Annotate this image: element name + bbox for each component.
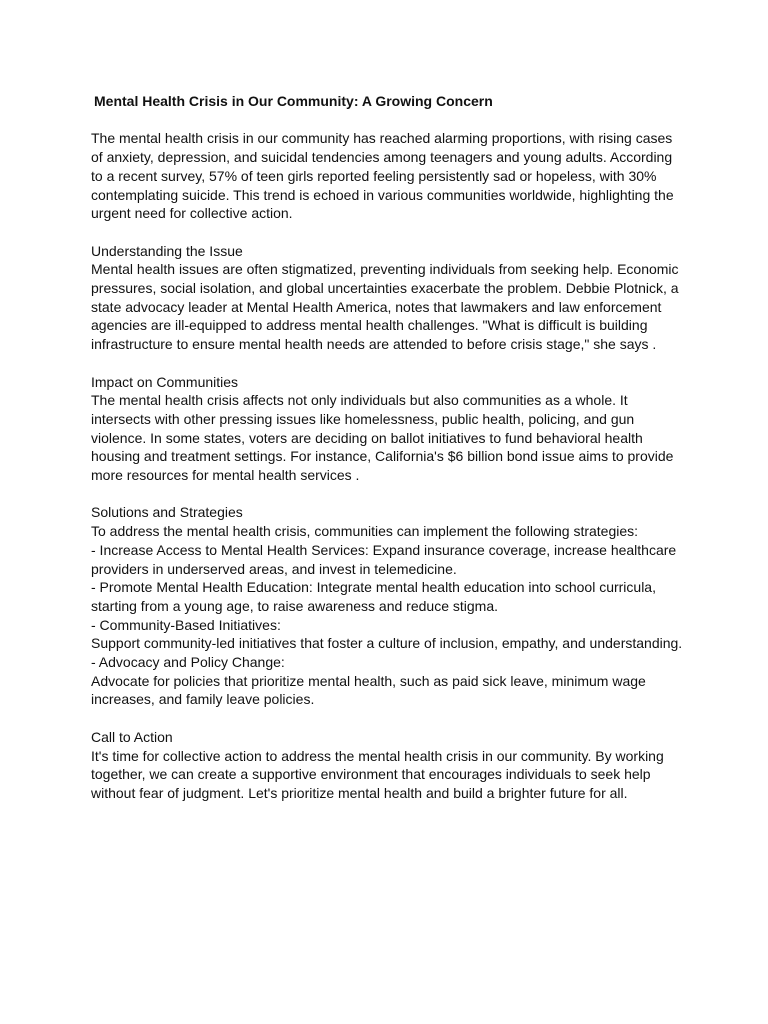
intro-line: The mental health crisis in our community has reached alarming proportions, with rising cases [91, 130, 673, 147]
section-line: Mental health issues are often stigmatized, preventing individuals from seeking help. Economic [91, 261, 679, 278]
section-heading: Impact on Communities [91, 373, 239, 390]
section-line: - Increase Access to Mental Health Services: Expand insurance coverage, increase healthcare [91, 541, 677, 558]
section-line: infrastructure to ensure mental health needs are attended to before crisis stage," she says . [91, 336, 657, 353]
section-line: increases, and family leave policies. [91, 691, 315, 708]
section-heading: Understanding the Issue [91, 242, 243, 259]
intro-line: contemplating suicide. This trend is echoed in various communities worldwide, highlighting the [91, 186, 674, 203]
intro-paragraph [91, 129, 681, 223]
section-line: agencies are ill-equipped to address mental health challenges. "What is difficult is building [91, 317, 648, 334]
section-line: together, we can create a supportive environment that encourages individuals to seek help [91, 766, 651, 783]
section-line: To address the mental health crisis, communities can implement the following strategies: [91, 523, 639, 540]
section-line: intersects with other pressing issues like homelessness, public health, policing, and gun [91, 410, 635, 427]
document-body [91, 92, 681, 821]
section-impact [91, 373, 681, 485]
document-title: Mental Health Crisis in Our Community: A Growing Concern [94, 93, 493, 109]
section-line: Advocate for policies that prioritize mental health, such as paid sick leave, minimum wage [91, 672, 646, 689]
section-line: - Advocacy and Policy Change: [91, 654, 285, 671]
section-line: Support community-led initiatives that foster a culture of inclusion, empathy, and understanding. [91, 635, 683, 652]
section-line: housing and treatment settings. For instance, California's $6 billion bond issue aims to provide [91, 448, 674, 465]
section-line: The mental health crisis affects not only individuals but also communities as a whole. It [91, 392, 628, 409]
section-line: more resources for mental health services . [91, 467, 360, 484]
section-heading: Solutions and Strategies [91, 504, 243, 521]
intro-line: of anxiety, depression, and suicidal tendencies among teenagers and young adults. According [91, 149, 673, 166]
section-line: It's time for collective action to address the mental health crisis in our community. By working [91, 747, 664, 764]
section-line: - Promote Mental Health Education: Integrate mental health education into school curricula, [91, 579, 656, 596]
intro-line: to a recent survey, 57% of teen girls reported feeling persistently sad or hopeless, with 30% [91, 167, 657, 184]
section-heading: Call to Action [91, 728, 173, 745]
section-line: pressures, social isolation, and global uncertainties exacerbate the problem. Debbie Plotnick, a [91, 280, 679, 296]
intro-line: urgent need for collective action. [91, 205, 293, 222]
section-line: providers in underserved areas, and invest in telemedicine. [91, 560, 457, 577]
section-line: starting from a young age, to raise awareness and reduce stigma. [91, 597, 498, 614]
section-line: without fear of judgment. Let's prioritize mental health and build a brighter future for all. [91, 784, 628, 801]
section-solutions [91, 503, 681, 709]
section-line: - Community-Based Initiatives: [91, 616, 281, 633]
section-line: violence. In some states, voters are deciding on ballot initiatives to fund behavioral health [91, 429, 643, 446]
section-understanding [91, 242, 681, 354]
section-line: state advocacy leader at Mental Health America, notes that lawmakers and law enforcement [91, 298, 662, 315]
section-call-to-action [91, 728, 681, 803]
